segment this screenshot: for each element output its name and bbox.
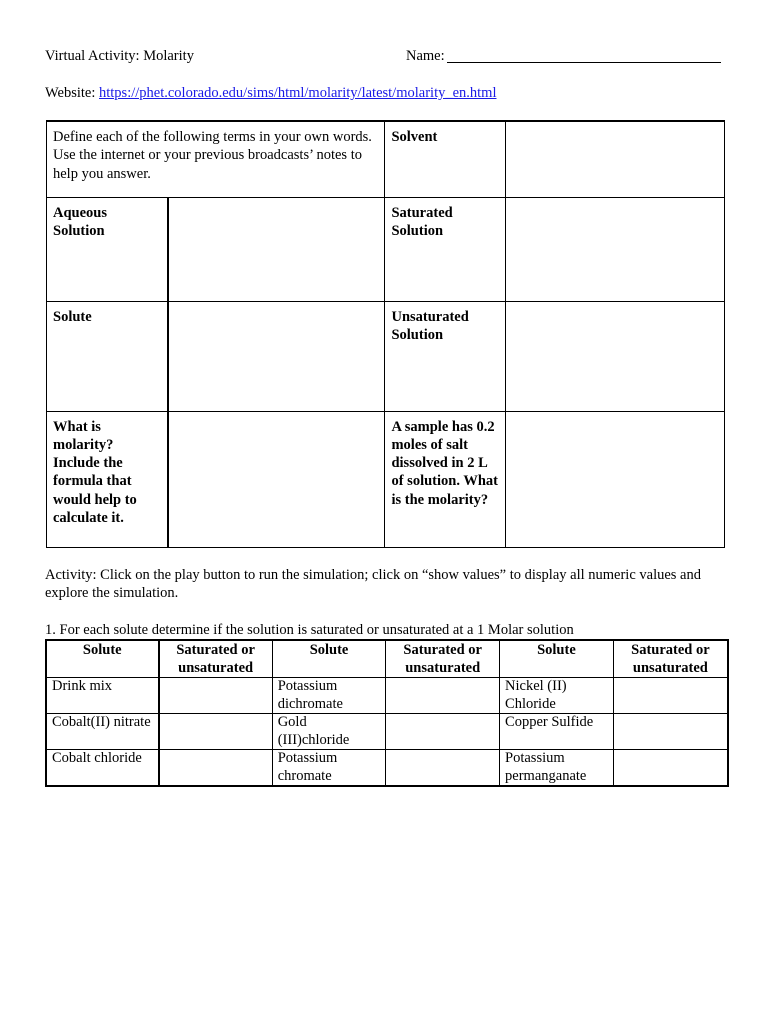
website-label: Website: [45, 85, 96, 101]
solute-cell: Nickel (II) Chloride [500, 678, 614, 714]
answer-saturated-solution[interactable] [506, 197, 725, 301]
answer-cell[interactable] [159, 714, 273, 750]
answer-cell[interactable] [613, 750, 728, 787]
answer-cell[interactable] [613, 678, 728, 714]
answer-unsaturated-solution[interactable] [506, 301, 725, 411]
term-saturated-solution: Saturated Solution [385, 197, 506, 301]
header-solute-2: Solute [272, 640, 386, 678]
question-1-prompt: 1. For each solute determine if the solution is saturated or unsaturated at a 1 Molar solution [45, 622, 574, 638]
answer-cell[interactable] [159, 750, 273, 787]
term-molarity-question: What is molarity? Include the formula that would help to calculate it. [47, 411, 169, 547]
answer-cell[interactable] [386, 714, 500, 750]
solute-cell: Potassium dichromate [272, 678, 386, 714]
header-saturated-2: Saturated or unsaturated [386, 640, 500, 678]
website-link[interactable]: https://phet.colorado.edu/sims/html/molarity/latest/molarity_en.html [99, 85, 497, 101]
term-unsaturated-solution: Unsaturated Solution [385, 301, 506, 411]
table-row [46, 678, 728, 714]
answer-solvent[interactable] [506, 121, 725, 197]
header-saturated-1: Saturated or unsaturated [159, 640, 273, 678]
worksheet-title: Virtual Activity: Molarity [45, 48, 194, 64]
answer-aqueous-solution[interactable] [168, 197, 385, 301]
answer-cell[interactable] [159, 678, 273, 714]
header-solute-1: Solute [46, 640, 159, 678]
solute-cell: Potassium chromate [272, 750, 386, 787]
term-sample-question: A sample has 0.2 moles of salt dissolved in 2 L of solution. What is the molarity? [385, 411, 506, 547]
header-solute-3: Solute [500, 640, 614, 678]
table-row [46, 714, 728, 750]
answer-solute[interactable] [168, 301, 385, 411]
definitions-instruction: Define each of the following terms in your own words. Use the internet or your previous broadcasts’ notes to help you answer. [47, 121, 385, 197]
solute-table [45, 639, 729, 787]
name-label: Name: [406, 48, 445, 64]
solute-cell: Potassium permanganate [500, 750, 614, 787]
solute-cell: Cobalt(II) nitrate [46, 714, 159, 750]
term-solvent: Solvent [385, 121, 506, 197]
website-line [45, 84, 497, 102]
solute-cell: Cobalt chloride [46, 750, 159, 787]
table-row [46, 750, 728, 787]
answer-molarity[interactable] [168, 411, 385, 547]
solute-cell: Copper Sulfide [500, 714, 614, 750]
solute-cell: Gold (III)chloride [272, 714, 386, 750]
answer-sample[interactable] [506, 411, 725, 547]
answer-cell[interactable] [613, 714, 728, 750]
term-solute: Solute [47, 301, 169, 411]
solute-cell: Drink mix [46, 678, 159, 714]
header-saturated-3: Saturated or unsaturated [613, 640, 728, 678]
definitions-table [46, 120, 725, 548]
activity-instructions: Activity: Click on the play button to run the simulation; click on “show values” to display all numeric values and explore the simulation. [45, 567, 701, 601]
name-field[interactable] [447, 62, 721, 63]
answer-cell[interactable] [386, 678, 500, 714]
answer-cell[interactable] [386, 750, 500, 787]
term-aqueous-solution: Aqueous Solution [47, 197, 169, 301]
